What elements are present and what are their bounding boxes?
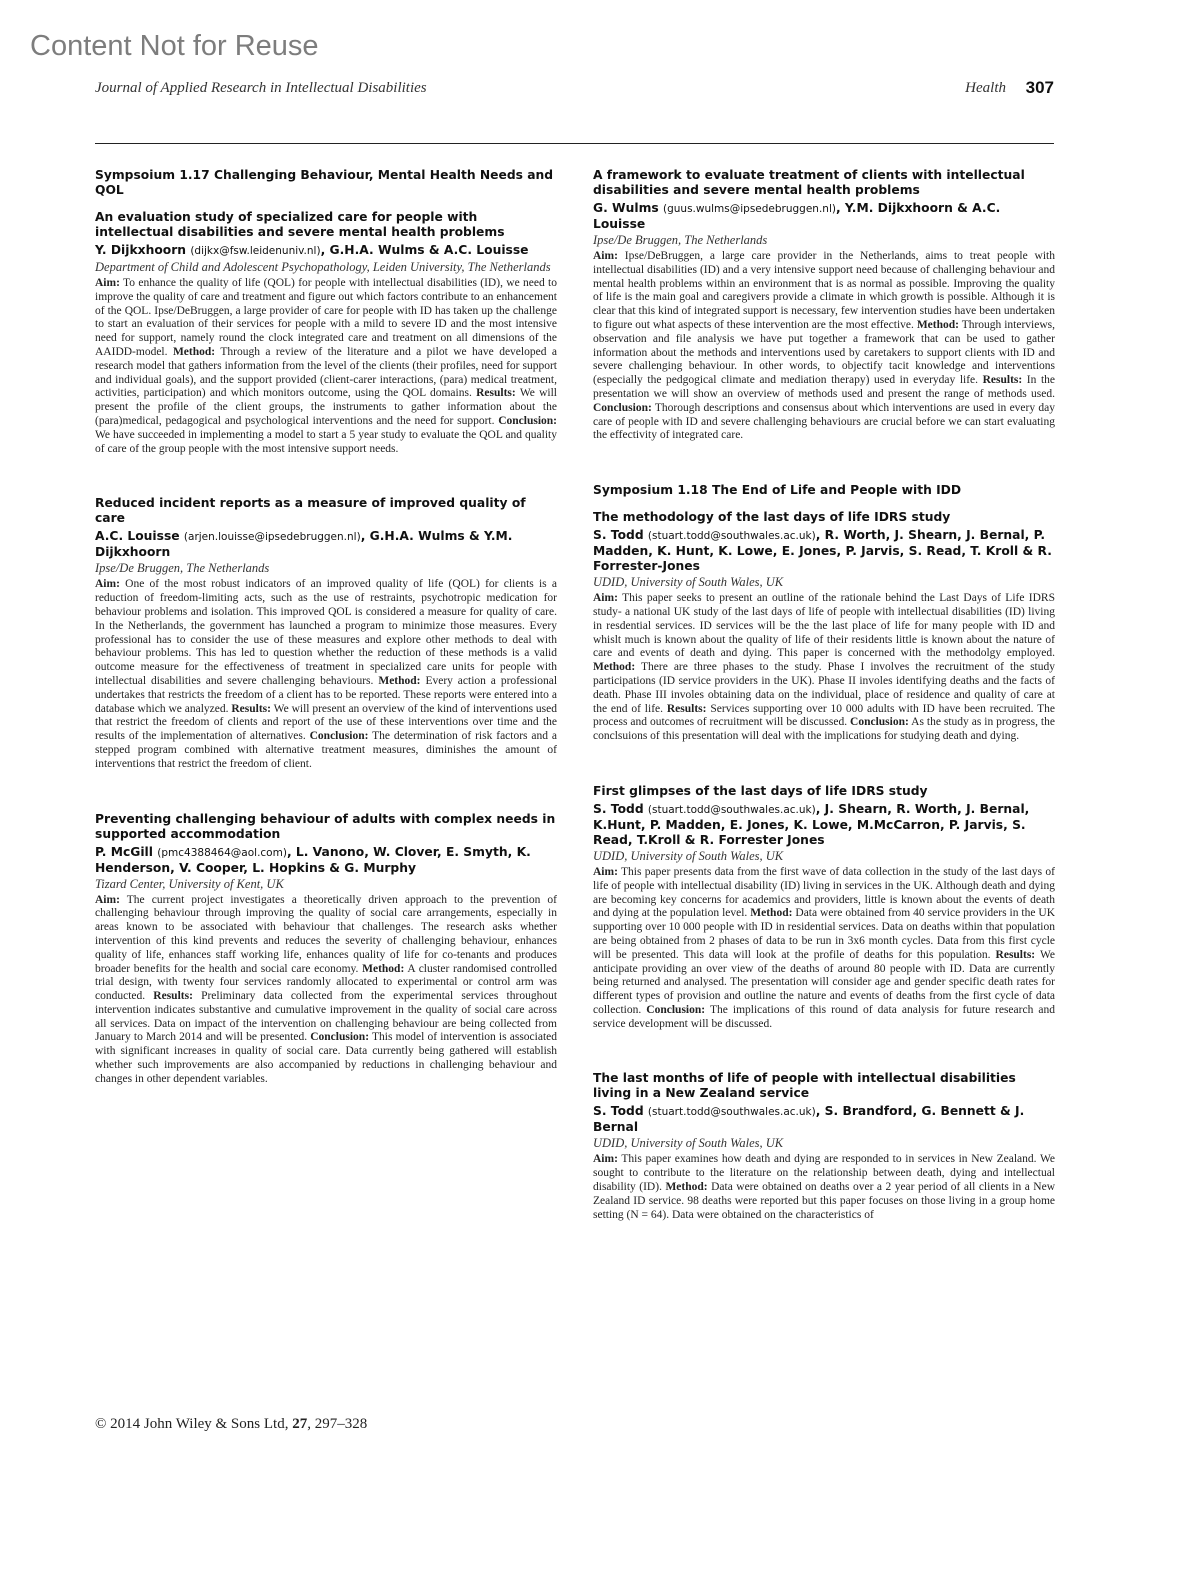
- co-authors: , G.H.A. Wulms & A.C. Louisse: [320, 243, 529, 257]
- method-label: Method:: [750, 907, 793, 920]
- results-label: Results:: [995, 948, 1036, 961]
- abstract-title: The methodology of the last days of life IDRS study: [593, 510, 951, 525]
- method-text: A cluster randomised controlled trial design, with twenty four services randomly allocated to experimental or control arm was conducted.: [95, 962, 557, 1003]
- aim-label: Aim:: [95, 277, 120, 289]
- abstract-authors: [593, 201, 1055, 232]
- abstract-authors: [593, 1104, 1055, 1135]
- abstract-body: [95, 578, 557, 771]
- results-text: We anticipate providing an over view of the deaths of around 80 people with ID. Data are currently being returned and analysed. The presentation will consider age and gender specific death rates for different types of provision and outline the nature and events of deaths from the first cycle of data collection.: [593, 948, 1055, 1016]
- conclusion-label: Conclusion:: [593, 401, 652, 414]
- aim-text: To enhance the quality of life (QOL) for people with intellectual disabilities (ID), we need to improve the quality of care and treatment and figure out which factors contribute to an enhancement of the QOL. Ipse/DeBruggen, a large provider of care for people with ID has taken up the challenge to start an evaluation of their services for people with a mild to severe ID and the most intensive need for support, namely round the clock integrated care and treatment on all dimensions of the AAIDD-model.: [95, 277, 557, 358]
- lead-author: S. Todd: [593, 528, 644, 543]
- abstract-title: Reduced incident reports as a measure of improved quality of care: [95, 496, 526, 526]
- aim-label: Aim:: [95, 578, 120, 591]
- conclusion-label: Conclusion:: [850, 716, 909, 729]
- abstract: [593, 784, 1055, 1032]
- results-label: Results:: [666, 702, 707, 715]
- volume-number: 27: [292, 1416, 308, 1432]
- affiliation: UDID, University of South Wales, UK: [593, 575, 784, 590]
- conclusion-text: The implications of this round of data analysis for future research and service development will be discussed.: [593, 1003, 1055, 1030]
- method-text: Every action a professional undertakes that restricts the freedom of a client has to be reported. These reports were entered into a database which we analyzed.: [95, 674, 558, 715]
- abstract: [95, 210, 557, 456]
- affiliation: Department of Child and Adolescent Psychopathology, Leiden University, The Netherlands: [95, 260, 551, 274]
- co-authors: , L. Vanono, W. Clover, E. Smyth, K. Henderson, V. Cooper, L. Hopkins & G. Murphy: [95, 844, 531, 875]
- results-label: Results:: [231, 702, 271, 715]
- abstract-title: The last months of life of people with intellectual disabilities living in a New Zealand service: [593, 1071, 1016, 1101]
- method-label: Method:: [362, 962, 405, 975]
- author-email: (stuart.todd@southwales.ac.uk): [647, 1106, 816, 1119]
- abstract: [95, 812, 557, 1087]
- lead-author: A.C. Louisse: [95, 529, 180, 544]
- page-range: , 297–328: [307, 1416, 368, 1432]
- journal-name: Journal of Applied Research in Intellectual Disabilities: [95, 80, 427, 96]
- method-text: Data were obtained from 40 service providers in the UK supporting over 10 000 people with ID in residential services. Data on deaths within that population are being obtained from 2 phases of data to be run in 3x6 month cycles. Data from this first cycle will be presented. This data will look at the profile of deaths for this population.: [593, 907, 1056, 961]
- conclusion-text: As the study as in progress, the conclsuions of this presentation will deal with the implications for studying death and dying.: [593, 716, 1055, 743]
- abstract: [95, 496, 557, 771]
- author-email: (stuart.todd@southwales.ac.uk): [647, 803, 816, 816]
- aim-label: Aim:: [593, 865, 618, 878]
- results-label: Results:: [476, 387, 516, 400]
- abstract-body: [95, 277, 557, 456]
- abstract-authors: [593, 528, 1055, 574]
- left-column: [95, 168, 557, 1087]
- section-name: Health: [965, 80, 1006, 96]
- aim-text: The current project investigates a theoretically driven approach to the prevention of challenging behaviour through improving the quality of social care arrangements, especially in areas known to be associated with behaviour that challenges. The research asks whether intervention of this kind prevents and reduces the severity of challenging behaviour, enhances quality of life, enhances staff working life, enhances quality of life for co-tenants and produces broader benefits for the health and social care economy.: [95, 893, 557, 975]
- footer-copyright: [95, 1416, 367, 1433]
- results-text: We will present an overview of the kind of interventions used that restrict the freedom of clients and report of the use of these interventions over time and the results of the implementation of alternatives.: [95, 702, 558, 743]
- method-label: Method:: [665, 1181, 708, 1194]
- abstract-title: Preventing challenging behaviour of adults with complex needs in supported accommodation: [95, 811, 556, 841]
- conclusion-text: The determination of risk factors and a stepped program combined with alternative treatment measures, diminishes the amount of interventions that restrict the freedom of client.: [95, 730, 558, 770]
- results-text: In the presentation we will show an overview of methods used and present the range of methods used.: [593, 374, 1055, 400]
- conclusion-text: We have succeeded in implementing a model to start a 5 year study to evaluate the QOL and quality of care of the group people with the most intensive support needs.: [95, 428, 557, 455]
- results-text: We will present the profile of the client groups, the instruments to gather information about the (para)medical, pedagogical and psychological interventions and the need for support.: [95, 387, 558, 427]
- abstract: [593, 510, 1055, 744]
- method-label: Method:: [593, 661, 636, 674]
- abstract-body: [593, 1153, 1055, 1222]
- results-label: Results:: [982, 374, 1023, 387]
- right-column: [593, 168, 1055, 1222]
- results-label: Results:: [153, 990, 193, 1003]
- author-email: (pmc4388464@aol.com): [157, 846, 287, 859]
- author-email: (dijkx@fsw.leidenuniv.nl): [190, 245, 321, 257]
- method-label: Method:: [378, 674, 421, 687]
- abstract-body: [593, 866, 1055, 1032]
- co-authors: , R. Worth, J. Shearn, J. Bernal, P. Madden, K. Hunt, K. Lowe, E. Jones, P. Jarvis, S. Read, T. Kroll & R. Forrester-Jones: [593, 528, 1052, 574]
- method-label: Method:: [916, 318, 959, 331]
- lead-author: P. McGill: [95, 844, 153, 859]
- abstract-body: [95, 894, 557, 1087]
- aim-label: Aim:: [593, 592, 618, 605]
- running-head: [95, 80, 1054, 102]
- abstract-authors: [95, 243, 557, 259]
- conclusion-text: This model of intervention is associated with significant increases in quality of social care. Data currently being gathered will establish whether such improvements are also accompanied by reductions in challenging behaviour and changes in other dependent variables.: [95, 1031, 558, 1085]
- abstract: [593, 1071, 1055, 1222]
- affiliation: Ipse/De Bruggen, The Netherlands: [593, 233, 768, 247]
- conclusion-label: Conclusion:: [498, 414, 558, 427]
- affiliation: UDID, University of South Wales, UK: [593, 1136, 784, 1151]
- aim-text: Ipse/DeBruggen, a large care provider in the Netherlands, aims to treat people with intellectual disabilities (ID) and a very intensive support need because of challenging behaviour and mental health problems within an environment that is as normal as possible. Improving the quality of life is the main goal and caregivers provide a climate in which growth is possible. Although it is clear that this kind of integrated support is necessary, few intervention studies have been undertaken to figure out what aspects of these intervention are the most effective.: [593, 250, 1055, 331]
- author-email: (guus.wulms@ipsedebruggen.nl): [663, 203, 836, 215]
- aim-label: Aim:: [593, 250, 618, 262]
- lead-author: Y. Dijkxhoorn: [95, 243, 187, 257]
- abstract-authors: [95, 845, 557, 876]
- aim-text: This paper presents data from the first wave of data collection in the study of the last days of life of people with intellectual disability (ID) living in services in the UK. Although death and dying are becoming key concerns for academics and providers, little is known about the events of death and dying at the population level.: [593, 865, 1055, 920]
- results-text: Services supporting over 10 000 adults with ID have been recruited. The process and outcomes of recruitment will be discussed.: [593, 702, 1056, 729]
- aim-text: This paper examines how death and dying are responded to in services in New Zealand. We sought to contribute to the literature on the relationship between death, dying and intellectual disability (ID).: [593, 1153, 1055, 1194]
- conclusion-label: Conclusion:: [646, 1003, 706, 1016]
- page-number: 307: [1025, 78, 1054, 97]
- abstract-title: An evaluation study of specialized care for people with intellectual disabilities and severe mental health problems: [95, 210, 505, 239]
- symposium-heading: Sympsoium 1.17 Challenging Behaviour, Mental Health Needs and QOL: [95, 168, 554, 197]
- abstract-authors: [95, 529, 557, 560]
- aim-text: This paper seeks to present an outline of the rationale behind the Last Days of Life IDRS study- a national UK study of the last days of life of people with intellectual disabilities (ID) living in resdential services. ID services will be the the last place of life for many people with ID and whislt much is known about the quality of life of their residents little is known about the nature of care and events of death and dying. This paper is concerned with the methodolgy employed.: [593, 592, 1055, 660]
- affiliation: UDID, University of South Wales, UK: [593, 848, 784, 863]
- co-authors: , J. Shearn, R. Worth, J. Bernal, K.Hunt, P. Madden, E. Jones, K. Lowe, M.McCarron, P. Jarvis, S. Read, T.Kroll & R. Forrester Jones: [593, 801, 1030, 847]
- lead-author: S. Todd: [593, 1104, 644, 1119]
- watermark: Content Not for Reuse: [30, 30, 319, 62]
- lead-author: G. Wulms: [593, 201, 659, 215]
- author-email: (arjen.louisse@ipsedebruggen.nl): [183, 531, 361, 544]
- aim-label: Aim:: [593, 1153, 618, 1166]
- co-authors: , G.H.A. Wulms & Y.M. Dijkxhoorn: [95, 529, 513, 560]
- aim-label: Aim:: [95, 893, 120, 906]
- conclusion-text: Thorough descriptions and consensus about which interventions are used in every day care of people with ID and severe challenging behaviours are crucial before we can start evaluating the effectivity of integrated care.: [593, 401, 1055, 442]
- method-text: Through a review of the literature and a pilot we have developed a research model that gathers information from the level of the clients (their profiles, need for support and individual goals), and the support provided (client-carer interactions, (para) medical treatment, activities, participation) and which monitors outcome, using the QOL domains.: [95, 345, 557, 400]
- method-text: There are three phases to the study. Phase I involves the recruitment of the study participations (ID service providers in the UK). Phase II involes identifying deaths and the facts of death. Phase III involes obtaining data on the individual, place of residence and quality of care at the end of life.: [593, 661, 1055, 715]
- lead-author: S. Todd: [593, 801, 644, 816]
- affiliation: Tizard Center, University of Kent, UK: [95, 876, 284, 891]
- abstract-body: [593, 592, 1055, 744]
- results-text: Preliminary data collected from the experimental services throughout intervention indicates substantive and cumulative improvement in the quality of social care across all services. Data on impact of the intervention on challenging behaviour are being collected from January to March 2014 and will be presented.: [95, 990, 558, 1044]
- abstract-title: First glimpses of the last days of life IDRS study: [593, 783, 928, 798]
- co-authors: , Y.M. Dijkxhoorn & A.C. Louisse: [593, 201, 1001, 231]
- conclusion-label: Conclusion:: [309, 730, 369, 743]
- aim-text: One of the most robust indicators of an improved quality of life (QOL) for clients is a reduction of freedom-limiting acts, such as the use of restraints, psychotropic medication for behaviour problems and isolation. This improved QOL is considered a measure for quality of care. In the Netherlands, the government has launched a program to minimize those measures. Every professional has to consider the use of these measures and explore other methods to deal with behaviour problems. This has led to question whether the reduction of these methods is a valid outcome measure for the effectiveness of treatment in specialized care units for people with intellectual disabilities and severe challenging behaviours.: [95, 578, 557, 687]
- header-rule: [95, 143, 1054, 144]
- method-text: Data were obtained on deaths over a 2 year period of all clients in a New Zealand ID service. 98 deaths were reported but this paper focuses on those living in a group home setting (N = 64). Data were obtained on the characteristics of: [593, 1181, 1056, 1221]
- author-email: (stuart.todd@southwales.ac.uk): [647, 530, 816, 543]
- method-label: Method:: [172, 345, 216, 358]
- symposium-heading: Symposium 1.18 The End of Life and People with IDD: [593, 483, 962, 498]
- abstract-body: [593, 250, 1055, 443]
- abstract: [593, 168, 1055, 443]
- co-authors: , S. Brandford, G. Bennett & J. Bernal: [593, 1104, 1025, 1135]
- conclusion-label: Conclusion:: [310, 1031, 370, 1044]
- abstract-authors: [593, 802, 1055, 848]
- method-text: Through interviews, observation and file analysis we have put together a framework that can be used to gather information about the methods and interventions used by caretakers to support clients with ID and severe challenging behaviour. In other words, to objectify tacit knowledge and interventions (especially the pedgogical climate and mediation therapy) used in everyday life.: [593, 318, 1056, 387]
- affiliation: Ipse/De Bruggen, The Netherlands: [95, 561, 270, 576]
- abstract-title: A framework to evaluate treatment of clients with intellectual disabilities and severe mental health problems: [593, 168, 1025, 197]
- copyright-text: © 2014 John Wiley & Sons Ltd,: [95, 1416, 289, 1432]
